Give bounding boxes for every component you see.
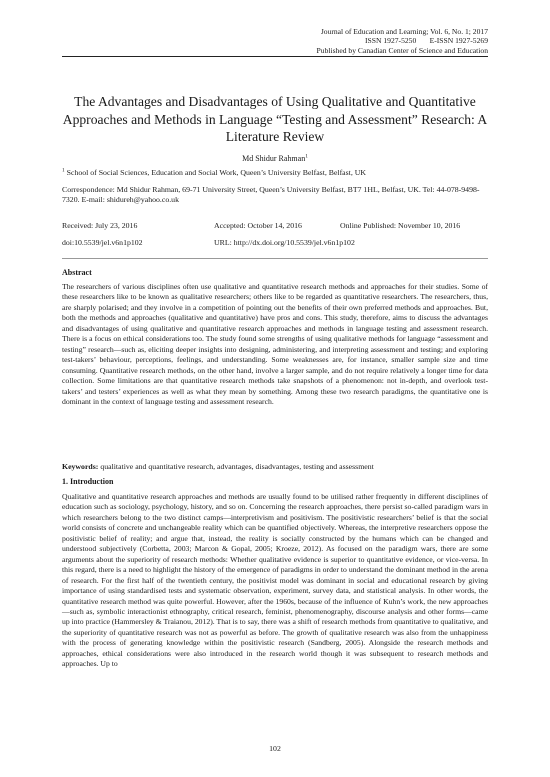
introduction-heading: 1. Introduction xyxy=(62,477,114,486)
section-divider xyxy=(62,258,488,259)
affiliation-text: School of Social Sciences, Education and Social Work, Queen’s University Belfast, Belfast, UK xyxy=(64,168,366,177)
doi-url: URL: http://dx.doi.org/10.5539/jel.v6n1p102 xyxy=(214,238,355,247)
issn-line: ISSN 1927-5250 E-ISSN 1927-5269 xyxy=(365,36,488,46)
paper-title: The Advantages and Disadvantages of Using Qualitative and Quantitative Approaches and Methods in Language “Testing and Assessment” Research: A Literature Review xyxy=(62,94,488,144)
received-date: Received: July 23, 2016 xyxy=(62,221,138,230)
doi-text: doi:10.5539/jel.v6n1p102 xyxy=(62,238,143,247)
published-date: Online Published: November 10, 2016 xyxy=(340,221,461,230)
journal-line: Journal of Education and Learning; Vol. 6, No. 1; 2017 xyxy=(320,27,488,36)
abstract-heading: Abstract xyxy=(62,268,92,277)
keywords-label: Keywords: xyxy=(62,462,99,471)
publisher-line: Published by Canadian Center of Science and Education xyxy=(316,45,488,55)
accepted-date: Accepted: October 14, 2016 xyxy=(214,221,302,230)
affiliation xyxy=(62,168,488,178)
abstract-text: The researchers of various disciplines often use qualitative and quantitative research methods and approaches for their studies. Some of these researchers like to be known as qualitative researchers; others like to be regarded as quantitative researchers. The researchers, thus, are sharply polarised; and they involve in a competition of pointing out the benefits of their own preferred methods and approaches. But, both the methods and approaches (qualitative and quantitative) have pros and cons. This study, therefore, aims to discuss the advantages and disadvantages of using qualitative and quantitative research approaches and methods in language testing and assessment research. There is a focus on ethical considerations too. The study found some strengths of using qualitative methods for language “assessment and testing” research—such as, eliciting deeper insights into designing, administering, and interpreting assessment and testing; and exploring test-takers’ behaviour, perceptions, feelings, and understanding. Some weaknesses are, for instance, smaller sample size and time consuming. Quantitative research methods, on the other hand, involve a larger sample, and do not require relatively a longer time for data collection. Some limitations are that quantitative research methods take snapshots of a phenomenon: not in-depth, and overlook test-takers’ and testers’ experiences as well as what they mean by something. Among these two research paradigms, the quantitative one is dominant in the context of language testing and assessment research. xyxy=(62,282,488,406)
author-sup: 1 xyxy=(305,153,308,160)
correspondence: Correspondence: Md Shidur Rahman, 69-71 University Street, Queen’s University Belfast, BT7 1HL, Belfast, UK. Tel: 44-078-9498-7320. E-mail: shidureh@yahoo.co.uk xyxy=(62,185,480,204)
header-rule xyxy=(62,56,488,57)
journal-header xyxy=(62,27,488,55)
author-line xyxy=(62,154,488,163)
affiliation-sup: 1 xyxy=(62,167,65,174)
page-number: 102 xyxy=(269,744,281,753)
keywords-line xyxy=(62,462,488,471)
introduction-text: Qualitative and quantitative research approaches and methods are usually found to be utilised rather frequently in different disciplines of education such as sociology, psychology, history, and so on. Concerning the research approaches, there persist so-called paradigm wars in which researchers belong to the two distinct camps—interpretivism and positivism. The positivistic researchers’ belief is that the social world consists of concrete and unchangeable reality which can be quantified objectively. Whereas, the interpretive researchers oppose the positivistic belief of reality; and argue that, instead, the reality is socially constructed by the humans which can be changed and understood subjectively (Corbetta, 2003; Marcon & Gopal, 2005; Kroeze, 2012). As focused on the paradigm wars, there are some arguments about the superiority of research methods: Whether qualitative evidence is superior to quantitative evidence, or vice-versa. In this regard, there is a need to highlight the history of the emergence of paradigms in order to understand the dominant method in the arena of research. For the first half of the twentieth century, the positivist model was dominant in social and educational research by giving importance of using standardised tests and systematic observation, experiment, survey data, and statistical analysis. In other words, the quantitative research method was quite powerful. However, after the 1960s, because of the influence of Kuhn’s work, the new approaches—such as, symbolic interactionist ethnography, critical research, feminist, phenomenography, discourse analysis and other forms—came up into practice (Hammersley & Traianou, 2012). That is to say, there was a shift of research methods from quantitative to qualitative, and the superiority of quantitative research was not as powerful as before. The growth of qualitative research was also from the unhappiness with the process of generating knowledge within the positivistic research (Sandberg, 2005). Alongside the research methods and approaches, ethical considerations were also introduced in the research world though it was subsequent to research methods and approaches. Up to xyxy=(62,492,488,669)
keywords-text: qualitative and quantitative research, advantages, disadvantages, testing and assessment xyxy=(98,462,374,471)
author-name: Md Shidur Rahman xyxy=(242,154,306,163)
